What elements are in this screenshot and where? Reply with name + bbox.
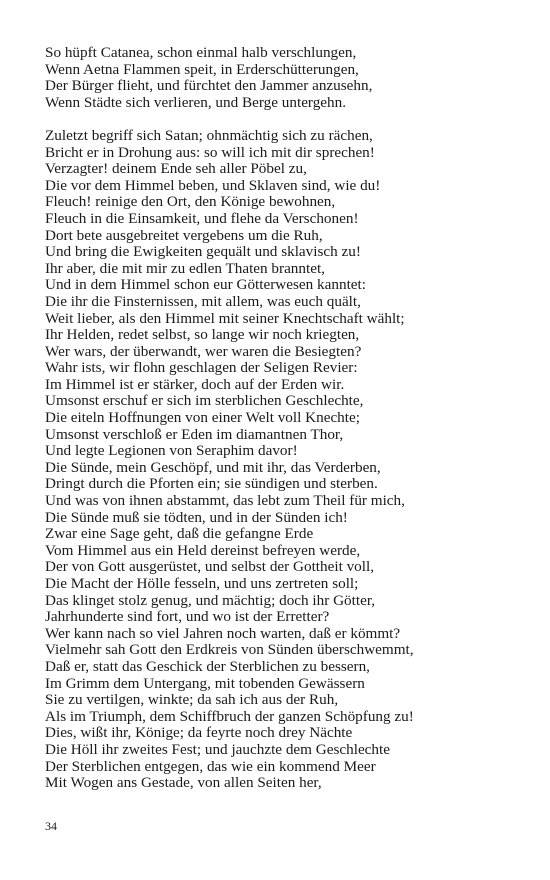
verse-line: Dies, wißt ihr, Könige; da feyrte noch drey Nächte <box>45 724 353 742</box>
verse-line: Sie zu vertilgen, winkte; da sah ich aus der Ruh, <box>45 691 339 709</box>
verse-line: Umsonst erschuf er sich im sterblichen Geschlechte, <box>45 392 364 410</box>
verse-line: Im Himmel ist er stärker, doch auf der Erden wir. <box>45 375 345 393</box>
verse-line: Und bring die Ewigkeiten gequält und sklavisch zu! <box>45 243 361 261</box>
verse-line: Wer wars, der überwandt, wer waren die Besiegten? <box>45 342 362 360</box>
verse-line: Und was von ihnen abstammt, das lebt zum Theil für mich, <box>45 492 405 510</box>
verse-line: Im Grimm dem Untergang, mit tobenden Gewässern <box>45 674 365 692</box>
poem-text <box>45 45 535 792</box>
verse-line: Ihr aber, die mit mir zu edlen Thaten branntet, <box>45 259 325 277</box>
stanza <box>45 45 535 111</box>
verse-line: Weit lieber, als den Himmel mit seiner Knechtschaft wählt; <box>45 309 405 327</box>
verse-line: Wenn Städte sich verlieren, und Berge untergehn. <box>45 93 347 111</box>
verse-line: Die Sünde, mein Geschöpf, und mit ihr, das Verderben, <box>45 458 381 476</box>
verse-line: Fleuch! reinige den Ort, den Könige bewohnen, <box>45 193 336 211</box>
verse-line: Umsonst verschloß er Eden im diamantnen Thor, <box>45 425 344 443</box>
verse-line: Daß er, statt das Geschick der Sterblichen zu bessern, <box>45 657 370 675</box>
verse-line: Der Sterblichen entgegen, das wie ein kommend Meer <box>45 757 376 775</box>
verse-line: Der Bürger flieht, und fürchtet den Jammer anzusehn, <box>45 77 373 95</box>
verse-line: Dort bete ausgebreitet vergebens um die Ruh, <box>45 226 323 244</box>
verse-line: Wahr ists, wir flohn geschlagen der Seligen Revier: <box>45 359 358 377</box>
verse-line: Fleuch in die Einsamkeit, und flehe da Verschonen! <box>45 209 359 227</box>
verse-line: Das klinget stolz genug, und mächtig; doch ihr Götter, <box>45 591 376 609</box>
verse-line: Mit Wogen ans Gestade, von allen Seiten her, <box>45 774 322 792</box>
verse-line: Bricht er in Drohung aus: so will ich mit dir sprechen! <box>45 143 375 161</box>
verse-line: Dringt durch die Pforten ein; sie sündigen und sterben. <box>45 475 378 493</box>
verse-line: Zuletzt begriff sich Satan; ohnmächtig sich zu rächen, <box>45 126 373 144</box>
verse-line: Wenn Aetna Flammen speit, in Erderschütterungen, <box>45 60 359 78</box>
verse-line: Und in dem Himmel schon eur Götterwesen kanntet: <box>45 276 366 294</box>
verse-line: Verzagter! deinem Ende seh aller Pöbel zu, <box>45 160 307 178</box>
verse-line: Die Macht der Hölle fesseln, und uns zertreten soll; <box>45 575 359 592</box>
verse-line: Wer kann nach so viel Jahren noch warten, daß er kömmt? <box>45 624 401 642</box>
verse-line: Die eiteln Hoffnungen von einer Welt voll Knechte; <box>45 409 360 427</box>
verse-line: Vom Himmel aus ein Held dereinst befreyen werde, <box>45 541 361 559</box>
page-number: 34 <box>45 819 57 833</box>
verse-line: Ihr Helden, redet selbst, so lange wir noch kriegten, <box>45 326 360 344</box>
verse-line: So hüpft Catanea, schon einmal halb verschlungen, <box>45 44 357 61</box>
verse-line: Die vor dem Himmel beben, und Sklaven sind, wie du! <box>45 176 381 194</box>
verse-line: Die Sünde muß sie tödten, und in der Sünden ich! <box>45 508 348 526</box>
verse-line: Als im Triumph, dem Schiffbruch der ganzen Schöpfung zu! <box>45 707 414 725</box>
verse-line: Und legte Legionen von Seraphim davor! <box>45 442 298 460</box>
stanza <box>45 128 535 792</box>
verse-line: Die Höll ihr zweites Fest; und jauchzte dem Geschlechte <box>45 740 390 758</box>
verse-line: Vielmehr sah Gott den Erdkreis von Sünden überschwemmt, <box>45 641 414 659</box>
verse-line: Der von Gott ausgerüstet, und selbst der Gottheit voll, <box>45 558 375 576</box>
verse-line: Zwar eine Sage geht, daß die gefangne Erde <box>45 525 314 543</box>
verse-line: Jahrhunderte sind fort, und wo ist der Erretter? <box>45 608 330 626</box>
verse-line: Die ihr die Finsternissen, mit allem, was euch quält, <box>45 292 361 310</box>
